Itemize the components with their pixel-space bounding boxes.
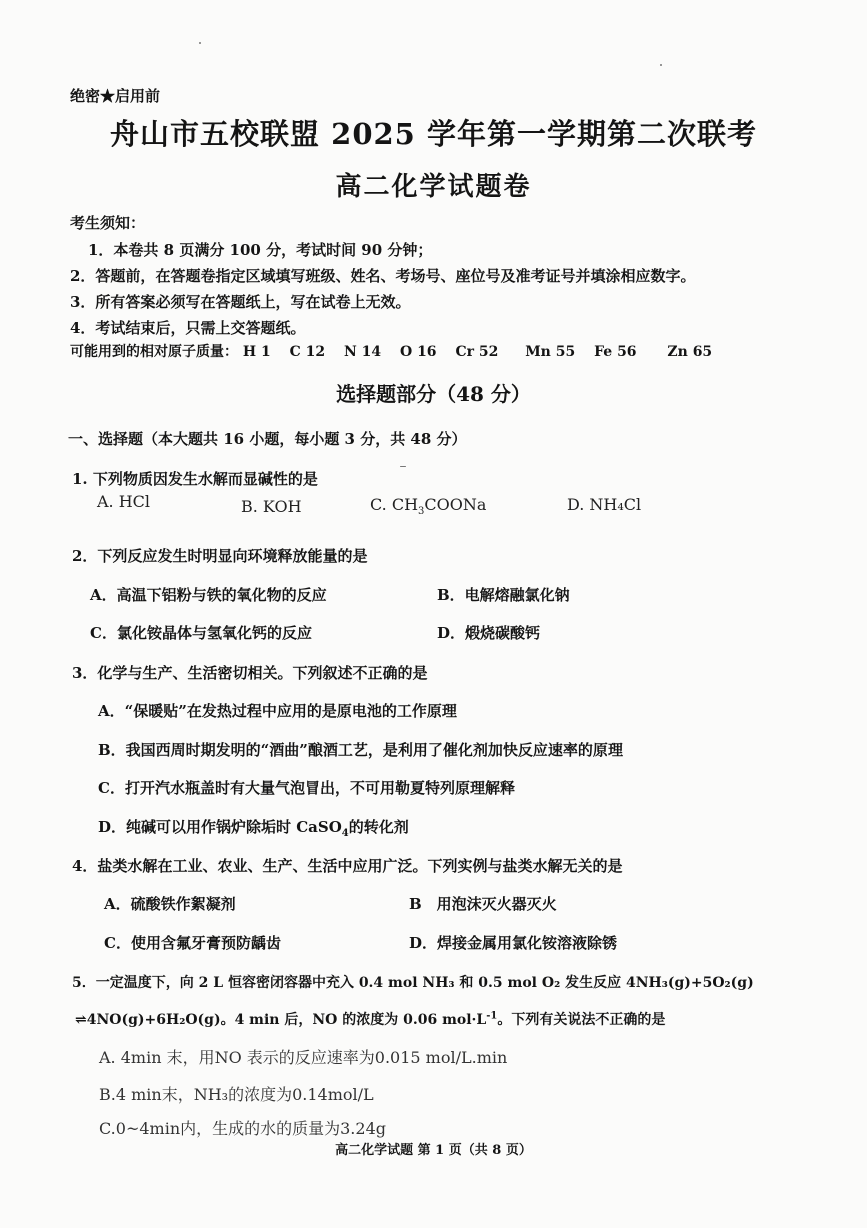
question-4-stem: 4．盐类水解在工业、农业、生产、生活中应用广泛。下列实例与盐类水解无关的是	[72, 857, 623, 875]
question-5-option-b: B.4 min末，NH₃的浓度为0.14mol/L	[99, 1085, 374, 1104]
scan-speck	[199, 42, 201, 44]
atomic-masses	[70, 341, 712, 361]
question-3-option-d: D．纯碱可以用作锅炉除垢时 CaSO$_4$的转化剂	[98, 818, 409, 839]
atomic-mass: Zn 65	[667, 344, 713, 360]
question-1-option-a: A. HCl	[97, 492, 151, 511]
question-1-option-c: C. $CH_3COONa$	[370, 495, 487, 518]
question-1-option-d: D. NH₄Cl	[567, 495, 642, 514]
exam-title: 舟山市五校联盟 2025 学年第一学期第二次联考	[110, 117, 757, 151]
question-2-option-a: A．高温下铝粉与铁的氧化物的反应	[90, 586, 327, 604]
question-3-option-b: B．我国西周时期发明的“酒曲”酿酒工艺，是利用了催化剂加快反应速率的原理	[98, 741, 623, 759]
notice-item: 1．本卷共 8 页满分 100 分，考试时间 90 分钟；	[88, 241, 433, 259]
question-2-option-d: D．煅烧碳酸钙	[437, 624, 541, 642]
question-1-option-b: B. KOH	[241, 497, 302, 516]
question-5-stem: 5．一定温度下，向 2 L 恒容密闭容器中充入 0.4 mol NH₃ 和 0.5 mol O₂ 发生反应 4NH₃(g)+5O₂(g)	[72, 975, 754, 991]
question-2-option-c: C．氯化铵晶体与氢氧化钙的反应	[90, 624, 312, 642]
question-2-option-b: B．电解熔融氯化钠	[437, 586, 570, 604]
question-4-option-d: D．焊接金属用氯化铵溶液除锈	[409, 934, 618, 952]
question-3-stem: 3．化学与生产、生活密切相关。下列叙述不正确的是	[72, 664, 428, 682]
question-5-option-c: C.0~4min内，生成的水的质量为3.24g	[99, 1119, 386, 1138]
atomic-masses-label: 可能用到的相对原子质量：	[70, 344, 238, 360]
question-1-stem: 1. 下列物质因发生水解而显碱性的是	[72, 470, 318, 488]
atomic-mass: Cr 52	[455, 344, 499, 360]
atomic-mass: C 12	[289, 344, 326, 360]
scan-speck	[400, 466, 406, 467]
question-4-option-b: B 用泡沫灭火器灭火	[409, 895, 557, 913]
question-3-option-c: C．打开汽水瓶盖时有大量气泡冒出，不可用勒夏特列原理解释	[98, 779, 515, 797]
atomic-mass: Mn 55	[525, 344, 576, 360]
question-5-stem-continued: ⇌4NO(g)+6H₂O(g)。4 min 后，NO 的浓度为 0.06 $mol\cdot L^{-1}$。下列有关说法不正确的是	[75, 1010, 666, 1028]
scan-speck	[660, 64, 662, 66]
question-4-option-c: C．使用含氟牙膏预防龋齿	[104, 934, 281, 952]
question-5-option-a: A. 4min 末，用NO 表示的反应速率为0.015 mol/L.min	[99, 1048, 508, 1067]
atomic-mass: N 14	[343, 344, 382, 360]
atomic-mass: Fe 56	[594, 344, 637, 360]
confidential-label: 绝密★启用前	[70, 87, 161, 105]
notice-item: 2．答题前，在答题卷指定区域填写班级、姓名、考场号、座位号及准考证号并填涂相应数字。	[70, 267, 696, 285]
section-title: 选择题部分（48 分）	[336, 382, 531, 406]
exam-subtitle: 高二化学试题卷	[335, 172, 532, 202]
notice-heading: 考生须知：	[70, 214, 146, 232]
atomic-mass: H 1	[242, 344, 271, 360]
question-4-option-a: A．硫酸铁作絮凝剂	[104, 895, 236, 913]
notice-item: 4．考试结束后，只需上交答题纸。	[70, 319, 306, 337]
atomic-mass: O 16	[400, 344, 437, 360]
question-2-stem: 2．下列反应发生时明显向环境释放能量的是	[72, 547, 368, 565]
notice-item: 3．所有答案必须写在答题纸上，写在试卷上无效。	[70, 293, 411, 311]
part-heading: 一、选择题（本大题共 16 小题，每小题 3 分，共 48 分）	[68, 430, 467, 448]
page-footer: 高二化学试题 第 1 页（共 8 页）	[335, 1143, 532, 1158]
question-3-option-a: A．“保暖贴”在发热过程中应用的是原电池的工作原理	[98, 702, 457, 720]
